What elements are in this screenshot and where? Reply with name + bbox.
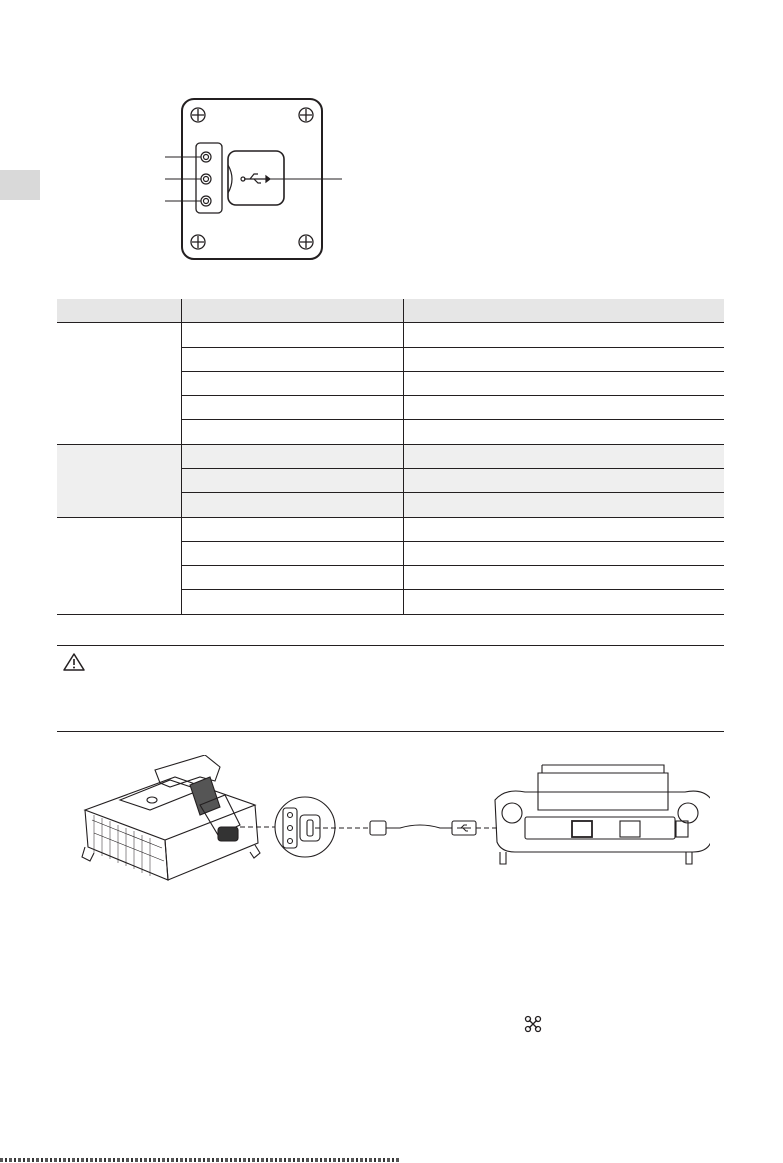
footer-edge-text (0, 1158, 400, 1162)
usb-icon (457, 825, 471, 831)
warning-icon (62, 652, 86, 672)
table-row (181, 518, 724, 542)
port-zoom-callout (275, 797, 335, 857)
aircraft-icon (524, 1015, 542, 1033)
table-row (181, 348, 724, 372)
section-side-tab (0, 170, 40, 200)
usb-cable (370, 821, 476, 835)
remote-controller-device (495, 765, 710, 864)
notice-top-rule (57, 645, 724, 646)
table-row (181, 566, 724, 590)
table-header-row (57, 299, 724, 323)
device-panel-figure (140, 95, 360, 265)
table-row (181, 445, 724, 469)
table-row (181, 469, 724, 493)
table-row (181, 324, 724, 348)
table-row (181, 372, 724, 396)
usb-icon (241, 174, 270, 183)
connection-diagram-figure (80, 755, 710, 890)
led-indicator-icon (201, 152, 211, 206)
module-device (82, 755, 260, 880)
notice-bottom-rule (57, 731, 724, 732)
table-row (181, 542, 724, 566)
table-row (181, 396, 724, 420)
